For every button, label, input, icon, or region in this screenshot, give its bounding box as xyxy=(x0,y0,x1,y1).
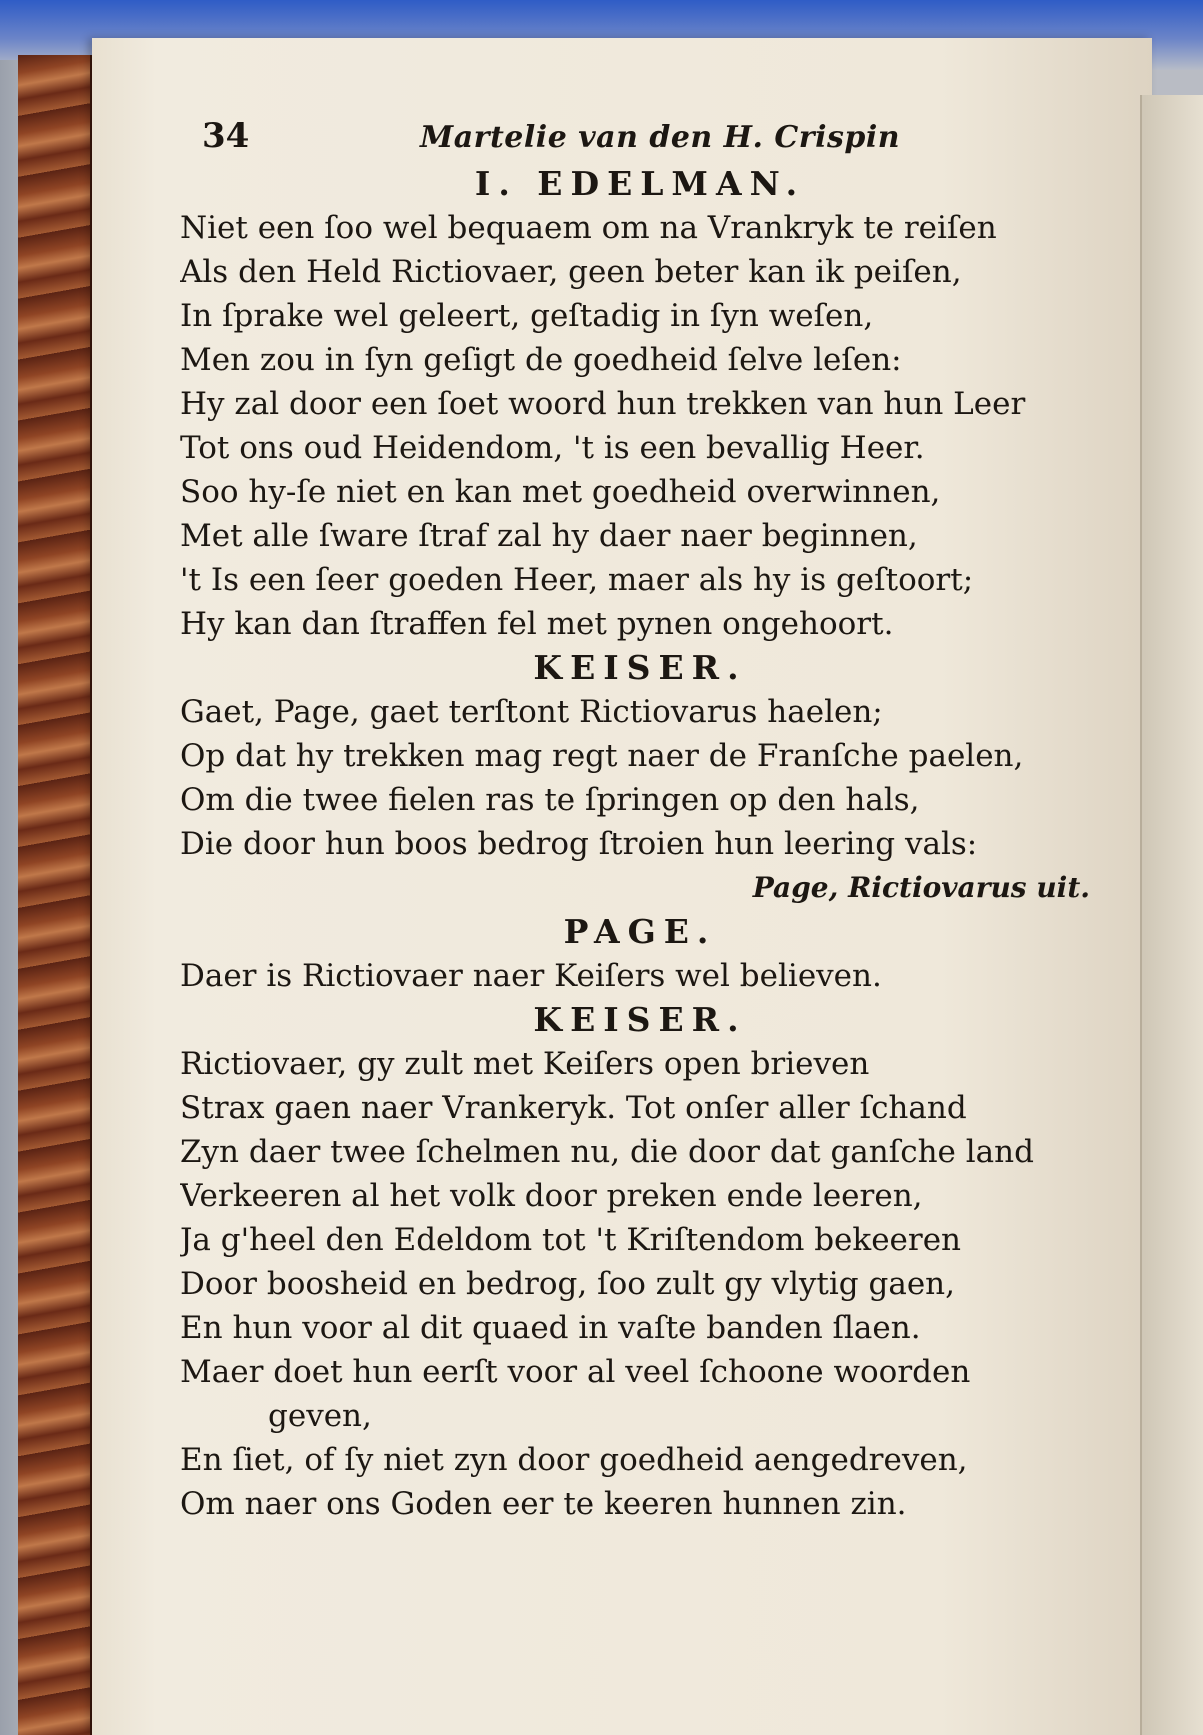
verse-line: En ſiet, of ſy niet zyn door goedheid aengedreven, xyxy=(180,1442,968,1478)
speaker-heading: I. EDELMAN. xyxy=(474,164,806,203)
page-header xyxy=(180,110,1100,156)
verse-line: En hun voor al dit quaed in vaſte banden ſlaen. xyxy=(180,1310,921,1346)
verse-line: Hy zal door een ſoet woord hun trekken van hun Leer xyxy=(180,386,1026,422)
verse-line: In ſprake wel geleert, geſtadig in ſyn weſen, xyxy=(180,298,874,334)
verse-line: Maer doet hun eerſt voor al veel ſchoone woorden xyxy=(180,1354,971,1390)
speaker-heading: PAGE. xyxy=(563,912,717,951)
verse-line: 't Is een ſeer goeden Heer, maer als hy is geſtoort; xyxy=(180,562,974,598)
verse-line: Om naer ons Goden eer te keeren hunnen zin. xyxy=(180,1486,907,1522)
verse-line: Strax gaen naer Vrankeryk. Tot onſer aller ſchand xyxy=(180,1090,967,1126)
verse-line: Op dat hy trekken mag regt naer de Franſche paelen, xyxy=(180,738,1024,774)
speaker-heading: KEISER. xyxy=(533,1000,747,1039)
speech-block xyxy=(180,162,1100,646)
verse-line: Die door hun boos bedrog ſtroien hun leering vals: xyxy=(180,826,978,862)
verse-line: Hy kan dan ſtraffen fel met pynen ongehoort. xyxy=(180,606,894,642)
verse-line: Tot ons oud Heidendom, 't is een bevallig Heer. xyxy=(180,430,925,466)
verse-line: Gaet, Page, gaet terſtont Rictiovarus haelen; xyxy=(180,694,883,730)
speaker-heading: KEISER. xyxy=(533,648,747,687)
stage-direction: Page, Rictiovarus uit. xyxy=(752,871,1090,904)
verse-line: Om die twee fielen ras te ſpringen op den hals, xyxy=(180,782,920,818)
verse-line: Men zou in ſyn geſigt de goedheid ſelve leſen: xyxy=(180,342,902,378)
verse-line-continuation: geven, xyxy=(268,1398,372,1434)
running-head: Martelie van den H. Crispin xyxy=(420,120,901,155)
verse-line: Soo hy-ſe niet en kan met goedheid overwinnen, xyxy=(180,474,941,510)
facing-page-edge xyxy=(1140,95,1203,1735)
verse-line: Zyn daer twee ſchelmen nu, die door dat ganſche land xyxy=(180,1134,1034,1170)
verse-line: Door boosheid en bedrog, ſoo zult gy vlytig gaen, xyxy=(180,1266,955,1302)
verse-line: Niet een ſoo wel bequaem om na Vrankryk te reiſen xyxy=(180,210,997,246)
speech-block xyxy=(180,910,1100,998)
verse-line: Verkeeren al het volk door preken ende leeren, xyxy=(180,1178,923,1214)
verse-line: Met alle ſware ſtraf zal hy daer naer beginnen, xyxy=(180,518,918,554)
speech-block xyxy=(180,998,1100,1526)
page-number: 34 xyxy=(202,116,250,156)
page-text xyxy=(180,110,1100,1526)
verse-line: Rictiovaer, gy zult met Keiſers open brieven xyxy=(180,1046,870,1082)
verse-line: Ja g'heel den Edeldom tot 't Kriſtendom bekeeren xyxy=(180,1222,962,1258)
book-spine xyxy=(18,55,93,1735)
speech-block xyxy=(180,646,1100,910)
verse-line: Als den Held Rictiovaer, geen beter kan ik peiſen, xyxy=(180,254,962,290)
verse-line: Daer is Rictiovaer naer Keiſers wel believen. xyxy=(180,958,882,994)
